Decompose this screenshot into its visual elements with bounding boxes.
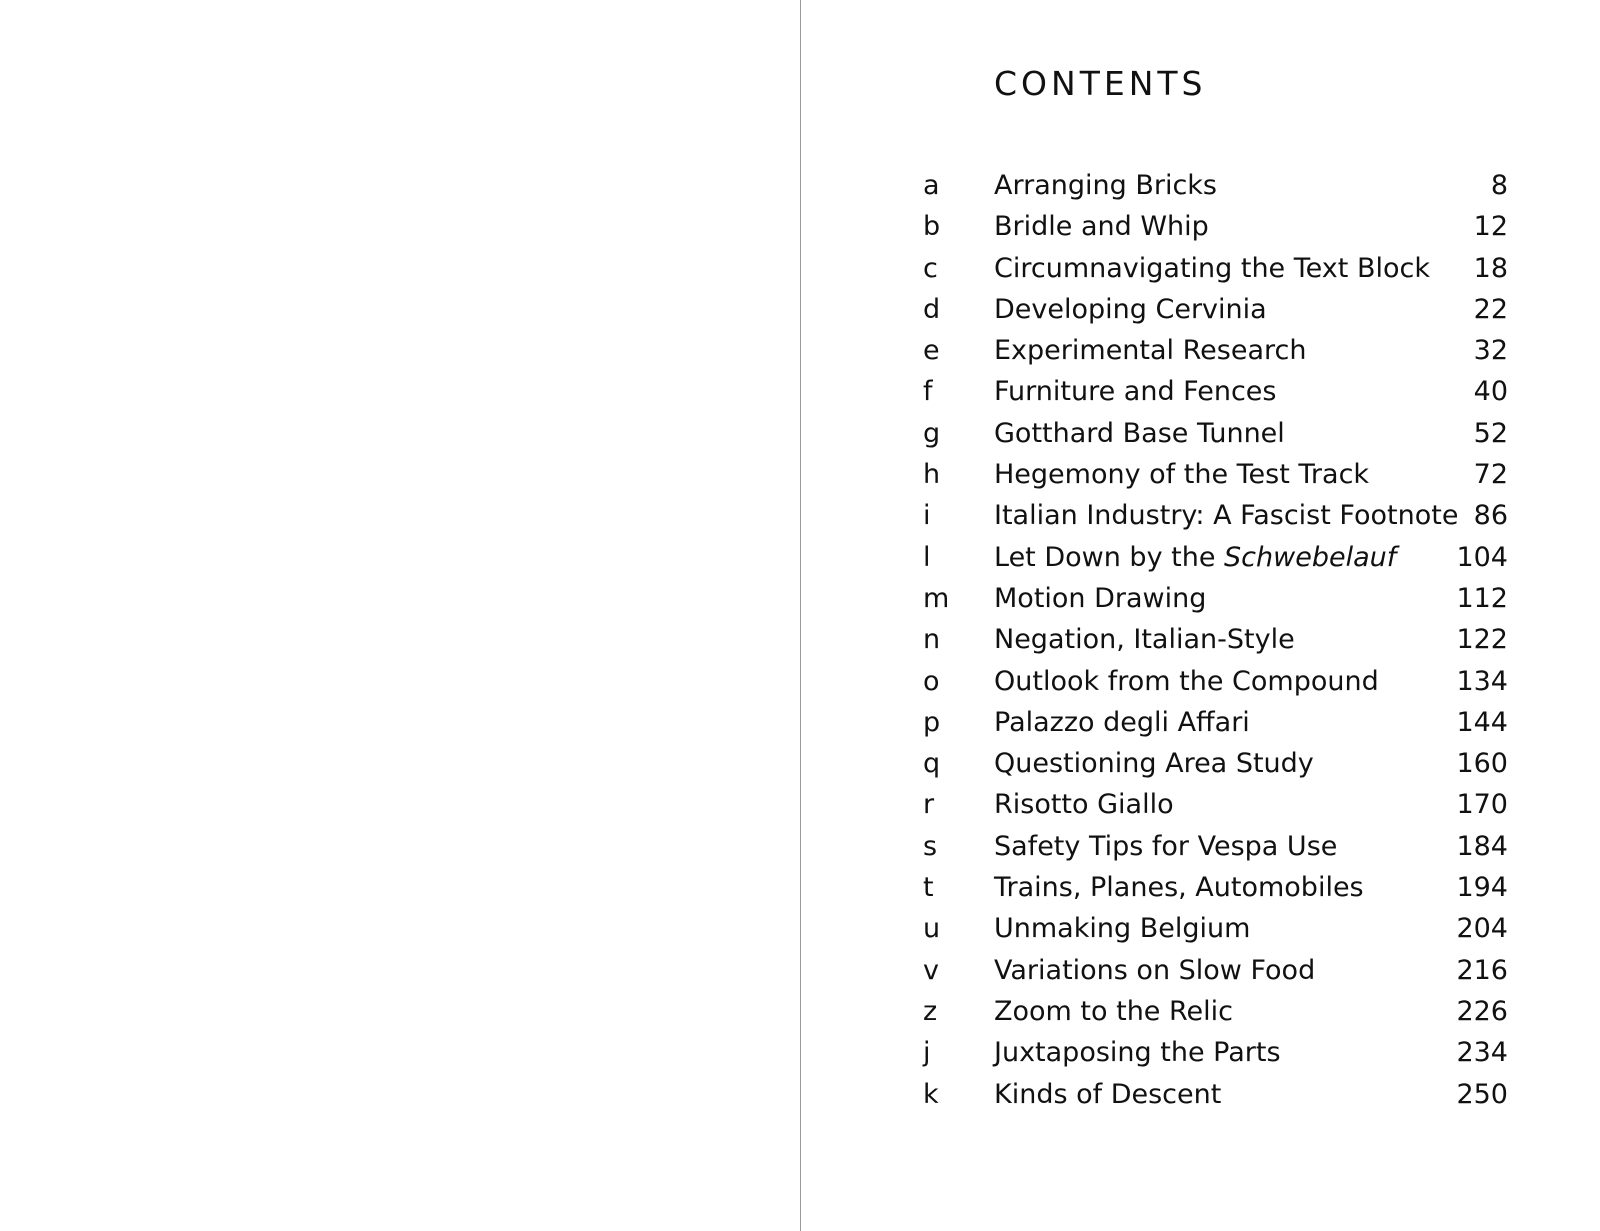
contents-heading: CONTENTS [994,64,1207,103]
toc-entry-letter: h [923,459,941,491]
toc-entry-page-number: 8 [1490,170,1508,201]
toc-entry-page-number: 12 [1473,211,1508,243]
toc-entry-title [994,454,1369,495]
toc-entry-title-italic: Schwebelauf [1224,541,1397,573]
toc-entry-title [994,165,1217,206]
toc-entry-title [994,743,1314,784]
toc-entry-page-number: 184 [1456,830,1508,862]
toc-entry[interactable] [923,495,1508,536]
toc-entry-title-text: Negation, Italian-Style [994,624,1295,656]
toc-entry[interactable] [923,743,1508,784]
toc-entry-title [994,908,1250,949]
toc-entry-title-text: Questioning Area Study [994,748,1314,780]
toc-entry-letter: d [923,293,941,325]
toc-entry-title [994,826,1337,867]
toc-entry-title [994,330,1306,371]
toc-entry-title [994,1032,1281,1073]
toc-entry-page-number: 160 [1456,748,1508,780]
toc-entry[interactable] [923,330,1508,371]
toc-entry-page-number: 170 [1456,789,1508,821]
toc-entry-letter: z [923,995,938,1027]
toc-entry-title [994,784,1174,825]
toc-entry-letter: v [923,954,939,986]
toc-entry-letter: b [923,211,941,243]
toc-entry-title [994,371,1277,412]
toc-entry-title [994,248,1430,289]
toc-entry-title-text: Let Down by the [994,541,1225,573]
toc-entry-letter: e [923,335,940,367]
toc-entry-title-text: Zoom to the Relic [994,995,1234,1027]
toc-entry-letter: o [923,665,940,697]
toc-entry-page-number: 250 [1456,1078,1508,1110]
toc-entry-page-number: 112 [1456,582,1508,614]
toc-entry-title [994,867,1364,908]
toc-entry-letter: q [923,748,941,780]
toc-entry-title-text: Bridle and Whip [994,211,1209,243]
toc-entry-letter: u [923,913,941,945]
toc-entry-title [994,619,1295,660]
toc-entry[interactable] [923,1032,1508,1073]
toc-entry-page-number: 234 [1456,1037,1508,1069]
toc-entry-page-number: 204 [1456,913,1508,945]
toc-entry[interactable] [923,702,1508,743]
toc-entry-page-number: 216 [1456,954,1508,986]
toc-entry-page-number: 22 [1473,293,1508,325]
toc-entry[interactable] [923,1074,1508,1115]
toc-entry-page-number: 32 [1473,335,1508,367]
toc-entry-title-text: Palazzo degli Affari [994,706,1250,738]
toc-entry-title-text: Italian Industry: A Fascist Footnote [994,500,1459,532]
toc-entry-title [994,206,1209,247]
toc-entry-title-text: Circumnavigating the Text Block [994,252,1430,284]
toc-entry-title-text: Trains, Planes, Automobiles [994,872,1364,904]
toc-entry-title-text: Arranging Bricks [994,170,1218,201]
toc-entry-title-text: Outlook from the Compound [994,665,1379,697]
toc-entry[interactable] [923,371,1508,412]
toc-entry-title-text: Unmaking Belgium [994,913,1251,945]
toc-entry-page-number: 52 [1473,417,1508,449]
toc-entry-letter: p [923,706,941,738]
toc-entry[interactable] [923,619,1508,660]
toc-entry[interactable] [923,165,1508,206]
toc-entry[interactable] [923,206,1508,247]
toc-entry[interactable] [923,826,1508,867]
toc-entry-title-text: Experimental Research [994,335,1307,367]
toc-entry-title [994,702,1250,743]
toc-entry-page-number: 144 [1456,706,1508,738]
toc-entry-letter: l [923,541,931,573]
toc-entry-title-text: Gotthard Base Tunnel [994,417,1285,449]
toc-entry-title-text: Safety Tips for Vespa Use [994,830,1338,862]
toc-entry-page-number: 18 [1473,252,1508,284]
toc-entry-letter: s [923,830,938,862]
toc-entry-page-number: 72 [1473,459,1508,491]
toc-entry[interactable] [923,289,1508,330]
toc-entry[interactable] [923,950,1508,991]
toc-entry-title [994,661,1379,702]
toc-entry-title-text: Motion Drawing [994,582,1207,614]
toc-entry-letter: c [923,252,938,284]
toc-entry-letter: t [923,872,934,904]
toc-entry-page-number: 194 [1456,872,1508,904]
toc-entry[interactable] [923,867,1508,908]
toc-entry-letter: k [923,1078,939,1110]
toc-entry[interactable] [923,248,1508,289]
toc-entry-letter: f [923,376,933,408]
toc-entry-title-text: Furniture and Fences [994,376,1277,408]
toc-entry-letter: a [923,170,940,201]
toc-entry-title [994,578,1206,619]
toc-entry[interactable] [923,454,1508,495]
toc-entry-page-number: 104 [1456,541,1508,573]
toc-entry-title-text: Risotto Giallo [994,789,1174,821]
toc-entry-title-text: Kinds of Descent [994,1078,1222,1110]
toc-entry-letter: r [923,789,935,821]
toc-entry-page-number: 122 [1456,624,1508,656]
table-of-contents [923,165,1508,1115]
toc-entry-page-number: 40 [1473,376,1508,408]
toc-entry-title-text: Variations on Slow Food [994,954,1316,986]
toc-entry[interactable] [923,661,1508,702]
toc-entry-title [994,495,1458,536]
toc-entry[interactable] [923,537,1508,578]
toc-entry-page-number: 134 [1456,665,1508,697]
toc-entry-title-text: Juxtaposing the Parts [994,1037,1281,1069]
toc-entry[interactable] [923,908,1508,949]
toc-entry-letter: i [923,500,931,532]
toc-entry-title [994,537,1396,578]
toc-entry-letter: n [923,624,941,656]
toc-entry-letter: m [923,582,950,614]
toc-entry-letter: j [923,1037,931,1069]
toc-entry-title [994,1074,1221,1115]
toc-entry-page-number: 226 [1456,995,1508,1027]
toc-entry[interactable] [923,413,1508,454]
toc-entry-title-text: Developing Cervinia [994,293,1267,325]
toc-entry-title [994,991,1233,1032]
toc-entry-title [994,413,1285,454]
toc-entry[interactable] [923,578,1508,619]
toc-entry-page-number: 86 [1473,500,1508,532]
toc-entry-title-text: Hegemony of the Test Track [994,459,1370,491]
toc-entry-title [994,289,1267,330]
toc-entry[interactable] [923,784,1508,825]
toc-entry[interactable] [923,991,1508,1032]
toc-entry-title [994,950,1315,991]
toc-entry-letter: g [923,417,941,449]
